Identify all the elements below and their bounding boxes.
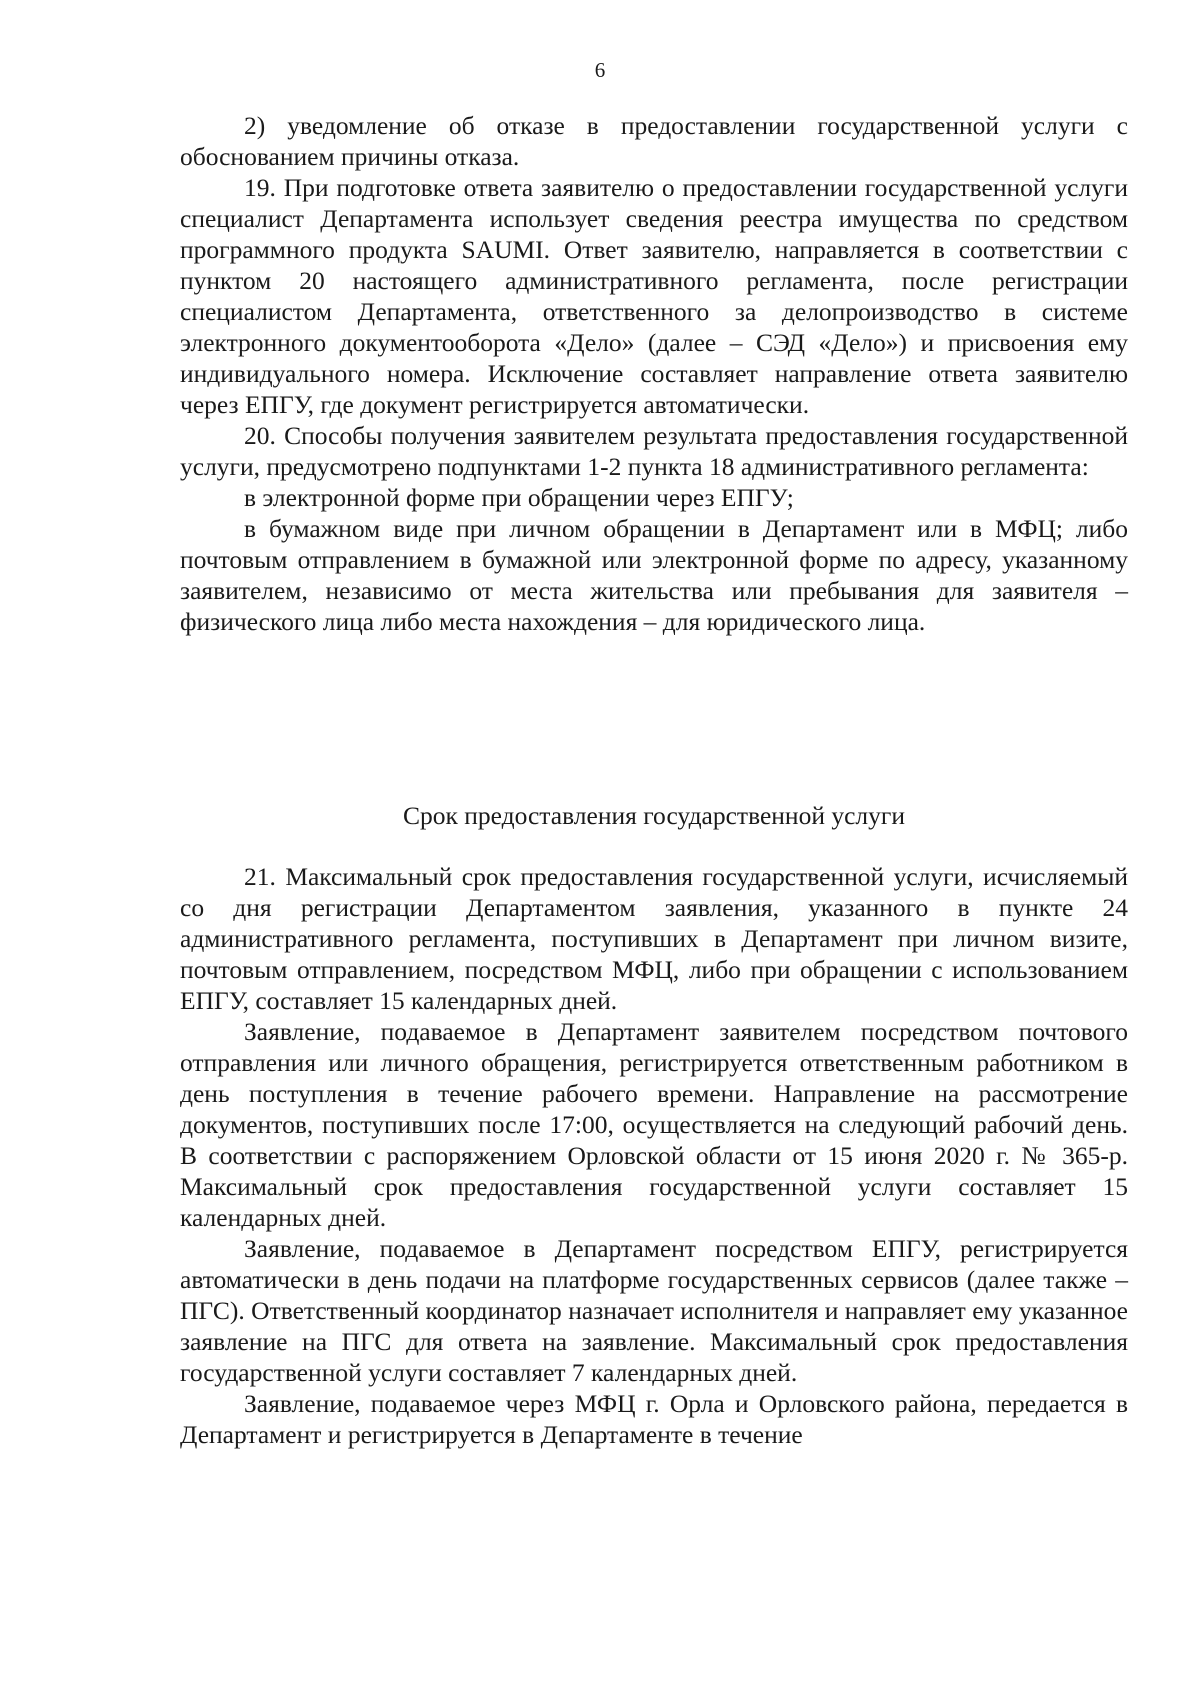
paragraph-refusal-notice: 2) уведомление об отказе в предоставлении государственной услуги с обоснованием причины отказа. [180, 111, 1128, 171]
paragraph-epgu-application: Заявление, подаваемое в Департамент посредством ЕПГУ, регистрируется автоматически в день подачи на платформе государственных сервисов (далее также – ПГС). Ответственный координатор назначает исполнителя и направляет ему указанное заявление на ПГС для ответа на заявление. Максимальный срок предоставления государственной услуги составляет 7 календарных дней. [180, 1234, 1128, 1387]
text-block-top [180, 110, 1128, 637]
paragraph-electronic-form: в электронной форме при обращении через ЕПГУ; [244, 483, 794, 512]
paragraph-21: 21. Максимальный срок предоставления государственной услуги, исчисляемый со дня регистрации Департаментом заявления, указанного в пункте 24 административного регламента, поступивших в Департамент при личном визите, почтовым отправлением, посредством МФЦ, либо при обращении с использованием ЕПГУ, составляет 15 календарных дней. [180, 862, 1128, 1015]
text-block-bottom [180, 861, 1128, 1450]
section-heading: Срок предоставления государственной услуги [402, 801, 905, 830]
paragraph-20: 20. Способы получения заявителем результата предоставления государственной услуги, предусмотрено подпунктами 1-2 пункта 18 административного регламента: [180, 421, 1128, 481]
paragraph-mfc-application: Заявление, подаваемое через МФЦ г. Орла и Орловского района, передается в Департамент и регистрируется в Департаменте в течение [180, 1389, 1128, 1449]
paragraph-postal-application: Заявление, подаваемое в Департамент заявителем посредством почтового отправления или личного обращения, регистрируется ответственным работником в день поступления в течение рабочего времени. Направление на рассмотрение документов, поступивших после 17:00, осуществляется на следующий рабочий день. В соответствии с распоряжением Орловской области от 15 июня 2020 г. № 365-р. Максимальный срок предоставления государственной услуги составляет 15 календарных дней. [180, 1017, 1128, 1232]
paragraph-paper-form: в бумажном виде при личном обращении в Департамент или в МФЦ; либо почтовым отправлением в бумажной или электронной форме по адресу, указанному заявителем, независимо от места жительства или пребывания для заявителя – физического лица либо места нахождения – для юридического лица. [180, 514, 1128, 636]
paragraph-19: 19. При подготовке ответа заявителю о предоставлении государственной услуги специалист Департамента использует сведения реестра имущества по средством программного продукта SAUMI. Ответ заявителю, направляется в соответствии с пунктом 20 настоящего административного регламента, после регистрации специалистом Департамента, ответственного за делопроизводство в системе электронного документооборота «Дело» (далее – СЭД «Дело») и присвоения ему индивидуального номера. Исключение составляет направление ответа заявителю через ЕПГУ, где документ регистрируется автоматически. [180, 173, 1128, 419]
page-number: 6 [594, 58, 606, 82]
